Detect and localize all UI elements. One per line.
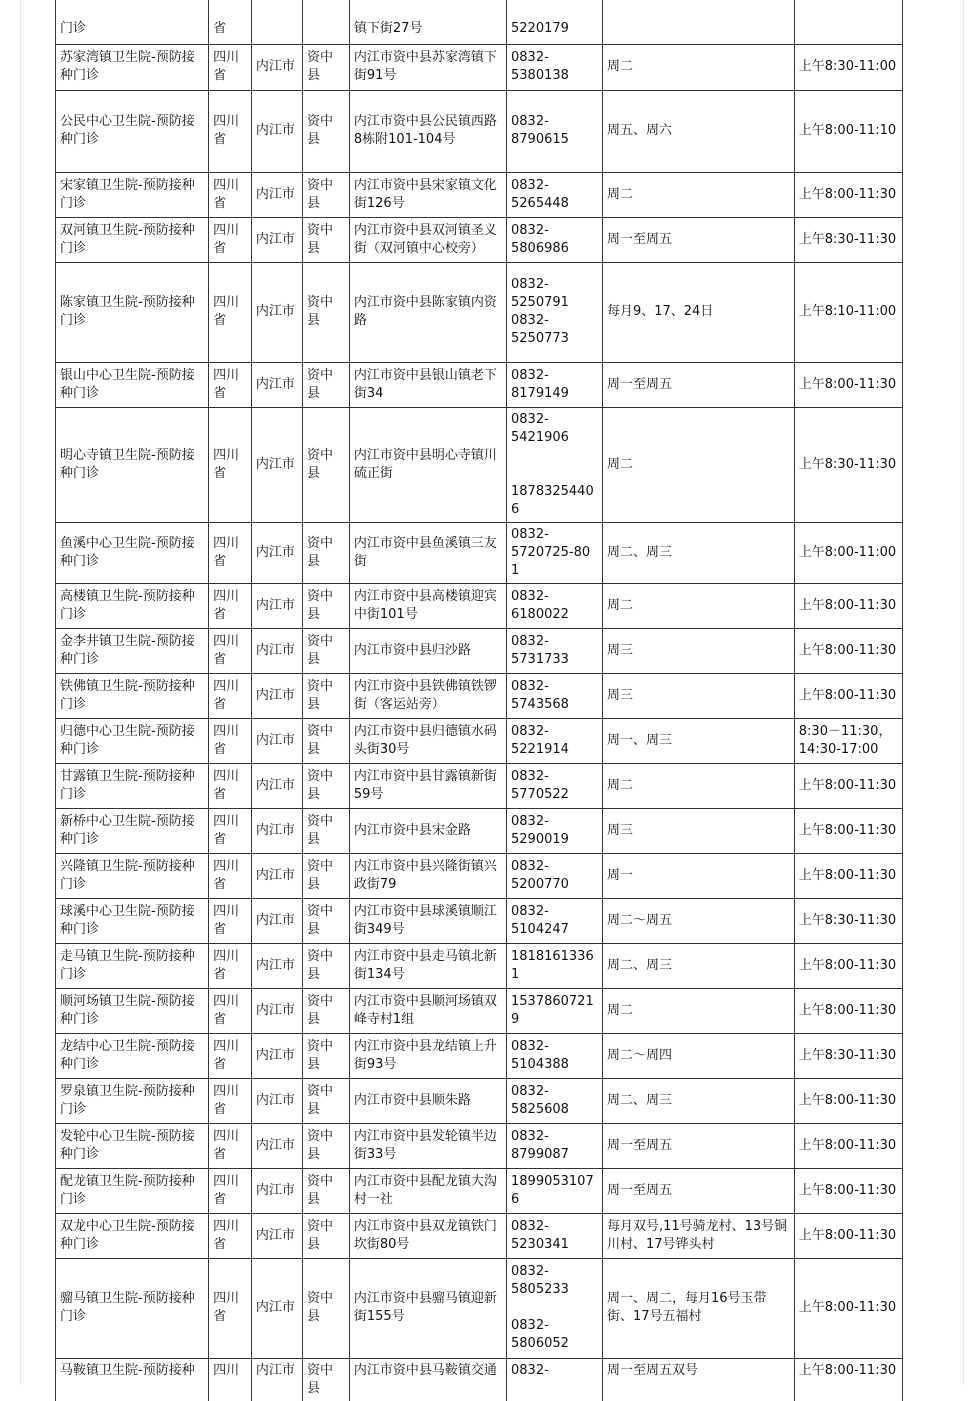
cell-province: 四川省 [209,362,252,407]
cell-name: 走马镇卫生院-预防接种门诊 [56,943,209,988]
cell-phone: 0832- 5825608 [507,1078,603,1123]
cell-city: 内江市 [251,407,302,522]
cell-county: 资中县 [302,1213,349,1258]
cell-city: 内江市 [251,583,302,628]
cell-city: 内江市 [251,1078,302,1123]
cell-province: 四川省 [209,583,252,628]
cell-county: 资中县 [302,1358,349,1401]
cell-county: 资中县 [302,362,349,407]
cell-province: 四川省 [209,1213,252,1258]
cell-hours: 上午8:00-11:30 [794,1123,902,1168]
cell-hours: 上午8:00-11:30 [794,172,902,217]
cell-province: 四川省 [209,1123,252,1168]
cell-name: 马鞍镇卫生院-预防接种 [56,1358,209,1401]
cell-phone: 0832- 5221914 [507,718,603,763]
cell-address: 内江市资中县银山镇老下街34 [349,362,506,407]
cell-name: 甘露镇卫生院-预防接种门诊 [56,763,209,808]
cell-hours: 上午8:00-11:30 [794,1168,902,1213]
cell-hours: 上午8:00-11:30 [794,808,902,853]
cell-hours: 上午8:30-11:30 [794,1033,902,1078]
cell-city: 内江市 [251,1213,302,1258]
cell-province: 四川省 [209,217,252,262]
cell-city: 内江市 [251,1168,302,1213]
cell-hours: 上午8:00-11:30 [794,673,902,718]
cell-address: 内江市资中县宋家镇文化街126号 [349,172,506,217]
cell-days: 周一至周五 [602,362,794,407]
cell-county: 资中县 [302,673,349,718]
cell-phone: 0832- 5770522 [507,763,603,808]
cell-hours: 上午8:00-11:30 [794,1078,902,1123]
cell-phone: 0832- 5250791 0832- 5250773 [507,262,603,362]
cell-days: 周一、周二，每月16号玉带街、17号五福村 [602,1258,794,1358]
cell-county: 资中县 [302,808,349,853]
cell-address: 内江市资中县高楼镇迎宾中街101号 [349,583,506,628]
cell-address: 内江市资中县陈家镇内资路 [349,262,506,362]
table-row [56,988,903,1033]
cell-days: 周五、周六 [602,90,794,172]
table-row [56,90,903,172]
cell-city: 内江市 [251,1358,302,1401]
cell-days [602,0,794,44]
cell-province: 四川省 [209,262,252,362]
cell-days: 周一、周三 [602,718,794,763]
cell-address: 内江市资中县马鞍镇交通 [349,1358,506,1401]
cell-days: 周三 [602,628,794,673]
cell-name: 明心寺镇卫生院-预防接种门诊 [56,407,209,522]
cell-province: 四川省 [209,90,252,172]
cell-hours: 上午8:00-11:30 [794,1258,902,1358]
cell-phone: 0832- 5743568 [507,673,603,718]
table-row [56,522,903,583]
cell-city: 内江市 [251,522,302,583]
cell-province: 四川省 [209,763,252,808]
cell-name: 铁佛镇卫生院-预防接种门诊 [56,673,209,718]
cell-phone: 0832- 5731733 [507,628,603,673]
cell-name: 银山中心卫生院-预防接种门诊 [56,362,209,407]
cell-hours: 上午8:00-11:30 [794,853,902,898]
cell-address: 内江市资中县甘露镇新街59号 [349,763,506,808]
cell-province: 四川省 [209,1033,252,1078]
cell-days: 周二、周三 [602,1078,794,1123]
cell-address: 内江市资中县宋金路 [349,808,506,853]
cell-county: 资中县 [302,1033,349,1078]
cell-province: 四川省 [209,808,252,853]
table-row [56,262,903,362]
cell-county: 资中县 [302,583,349,628]
table-row [56,44,903,90]
cell-city: 内江市 [251,988,302,1033]
cell-address: 内江市资中县发轮镇半边街33号 [349,1123,506,1168]
cell-address: 内江市资中县公民镇西路8栋附101-104号 [349,90,506,172]
cell-county: 资中县 [302,718,349,763]
cell-phone: 0832- 5200770 [507,853,603,898]
cell-phone: 0832- 8799087 [507,1123,603,1168]
cell-hours: 上午8:10-11:00 [794,262,902,362]
cell-hours: 上午8:30-11:30 [794,898,902,943]
cell-city [251,0,302,44]
cell-name: 高楼镇卫生院-预防接种门诊 [56,583,209,628]
cell-phone: 0832- 5806986 [507,217,603,262]
cell-phone: 5220179 [507,0,603,44]
cell-days: 周二、周三 [602,943,794,988]
cell-days: 周三 [602,673,794,718]
cell-phone: 0832- 5104388 [507,1033,603,1078]
table-row-partial-top [56,0,903,44]
table-row [56,217,903,262]
cell-hours [794,0,902,44]
cell-address: 内江市资中县归沙路 [349,628,506,673]
cell-city: 内江市 [251,673,302,718]
cell-address: 内江市资中县明心寺镇川硫正街 [349,407,506,522]
cell-province: 四川省 [209,1168,252,1213]
cell-city: 内江市 [251,1123,302,1168]
table-row [56,808,903,853]
table-row [56,1213,903,1258]
cell-hours: 上午8:30-11:00 [794,44,902,90]
cell-phone: 0832- 5290019 [507,808,603,853]
cell-address: 内江市资中县骝马镇迎新街155号 [349,1258,506,1358]
table-row [56,362,903,407]
cell-address: 内江市资中县球溪镇顺江街349号 [349,898,506,943]
cell-hours: 上午8:00-11:30 [794,988,902,1033]
cell-hours: 上午8:00-11:30 [794,1213,902,1258]
cell-province: 四川省 [209,943,252,988]
table-row [56,943,903,988]
cell-hours: 上午8:00-11:30 [794,763,902,808]
cell-name: 骝马镇卫生院-预防接种门诊 [56,1258,209,1358]
cell-address: 内江市资中县顺朱路 [349,1078,506,1123]
cell-phone: 15378607219 [507,988,603,1033]
cell-phone: 0832- 5380138 [507,44,603,90]
cell-days: 周一 [602,853,794,898]
cell-county: 资中县 [302,1168,349,1213]
cell-city: 内江市 [251,172,302,217]
cell-province: 四川省 [209,1078,252,1123]
cell-name: 配龙镇卫生院-预防接种门诊 [56,1168,209,1213]
cell-county: 资中县 [302,522,349,583]
cell-city: 内江市 [251,763,302,808]
cell-name: 苏家湾镇卫生院-预防接种门诊 [56,44,209,90]
table-row [56,1258,903,1358]
cell-phone: 18181613361 [507,943,603,988]
cell-days: 周一至周五 [602,217,794,262]
table-row [56,583,903,628]
cell-city: 内江市 [251,1258,302,1358]
cell-name: 门诊 [56,0,209,44]
cell-hours: 上午8:00-11:30 [794,583,902,628]
cell-city: 内江市 [251,808,302,853]
cell-address: 内江市资中县归德镇水码头街30号 [349,718,506,763]
cell-days: 周一至周五 [602,1123,794,1168]
cell-phone: 0832- 8179149 [507,362,603,407]
cell-hours: 上午8:00-11:30 [794,628,902,673]
cell-name: 宋家镇卫生院-预防接种门诊 [56,172,209,217]
cell-name: 公民中心卫生院-预防接种门诊 [56,90,209,172]
cell-city: 内江市 [251,362,302,407]
table-row-partial-bottom [56,1358,903,1401]
cell-hours: 8:30－11:30，14:30-17:00 [794,718,902,763]
cell-name: 顺河场镇卫生院-预防接种门诊 [56,988,209,1033]
table-row [56,628,903,673]
cell-county: 资中县 [302,90,349,172]
cell-address: 内江市资中县双河镇圣义街（双河镇中心校旁） [349,217,506,262]
cell-county: 资中县 [302,1078,349,1123]
cell-hours: 上午8:00-11:30 [794,943,902,988]
cell-phone: 0832- 6180022 [507,583,603,628]
cell-hours: 上午8:30-11:30 [794,407,902,522]
cell-address: 内江市资中县铁佛镇铁锣街（客运站旁） [349,673,506,718]
cell-name: 金李井镇卫生院-预防接种门诊 [56,628,209,673]
cell-days: 周二 [602,44,794,90]
cell-county: 资中县 [302,898,349,943]
cell-days: 每月9、17、24日 [602,262,794,362]
cell-province: 省 [209,0,252,44]
cell-address: 内江市资中县苏家湾镇下街91号 [349,44,506,90]
table-row [56,898,903,943]
cell-name: 双河镇卫生院-预防接种门诊 [56,217,209,262]
cell-city: 内江市 [251,90,302,172]
cell-name: 陈家镇卫生院-预防接种门诊 [56,262,209,362]
cell-address: 内江市资中县顺河场镇双峰寺村1组 [349,988,506,1033]
cell-days: 周二 [602,407,794,522]
cell-address: 内江市资中县鱼溪镇三友街 [349,522,506,583]
cell-days: 周二 [602,988,794,1033]
cell-county: 资中县 [302,1258,349,1358]
cell-name: 龙结中心卫生院-预防接种门诊 [56,1033,209,1078]
cell-days: 周一至周五 [602,1168,794,1213]
cell-address: 内江市资中县双龙镇铁门坎街80号 [349,1213,506,1258]
cell-address: 内江市资中县配龙镇大沟村一社 [349,1168,506,1213]
cell-phone: 18990531076 [507,1168,603,1213]
cell-hours: 上午8:00-11:00 [794,522,902,583]
cell-county: 资中县 [302,853,349,898]
cell-county: 资中县 [302,262,349,362]
cell-hours: 上午8:30-11:30 [794,217,902,262]
cell-days: 周二 [602,583,794,628]
cell-county: 资中县 [302,217,349,262]
table-row [56,407,903,522]
cell-name: 发轮中心卫生院-预防接种门诊 [56,1123,209,1168]
cell-city: 内江市 [251,44,302,90]
cell-name: 归德中心卫生院-预防接种门诊 [56,718,209,763]
cell-days: 周一至周五双号 [602,1358,794,1401]
cell-address: 内江市资中县走马镇北新街134号 [349,943,506,988]
cell-phone: 0832- [507,1358,603,1401]
cell-province: 四川省 [209,522,252,583]
cell-days: 周三 [602,808,794,853]
cell-name: 新桥中心卫生院-预防接种门诊 [56,808,209,853]
cell-province: 四川省 [209,718,252,763]
cell-province: 四川省 [209,628,252,673]
cell-address: 镇下街27号 [349,0,506,44]
cell-phone: 0832- 5265448 [507,172,603,217]
cell-phone: 0832- 5421906 18783254406 [507,407,603,522]
cell-city: 内江市 [251,217,302,262]
cell-county: 资中县 [302,1123,349,1168]
cell-province: 四川省 [209,407,252,522]
cell-phone: 0832- 5805233 0832- 5806052 [507,1258,603,1358]
cell-province: 四川 [209,1358,252,1401]
cell-days: 周二、周三 [602,522,794,583]
cell-days: 每月双号,11号骑龙村、13号铜川村、17号铧头村 [602,1213,794,1258]
cell-days: 周二～周五 [602,898,794,943]
table-row [56,1033,903,1078]
cell-county: 资中县 [302,988,349,1033]
table-row [56,853,903,898]
cell-name: 双龙中心卫生院-预防接种门诊 [56,1213,209,1258]
vaccination-clinic-table [55,0,903,1401]
cell-address: 内江市资中县兴隆街镇兴政街79 [349,853,506,898]
cell-county: 资中县 [302,628,349,673]
table-row [56,1123,903,1168]
cell-name: 球溪中心卫生院-预防接种门诊 [56,898,209,943]
cell-hours: 上午8:00-11:10 [794,90,902,172]
cell-province: 四川省 [209,1258,252,1358]
cell-city: 内江市 [251,718,302,763]
cell-days: 周二～周四 [602,1033,794,1078]
table-row [56,1078,903,1123]
cell-hours: 上午8:00-11:30 [794,1358,902,1401]
page-left-edge [20,0,21,1385]
table-row [56,763,903,808]
table-body [56,0,903,1401]
cell-city: 内江市 [251,943,302,988]
cell-phone: 0832- 5104247 [507,898,603,943]
table-row [56,172,903,217]
cell-county: 资中县 [302,44,349,90]
cell-days: 周二 [602,172,794,217]
cell-hours: 上午8:00-11:30 [794,362,902,407]
cell-province: 四川省 [209,853,252,898]
table-row [56,718,903,763]
cell-county: 资中县 [302,763,349,808]
table-row [56,1168,903,1213]
cell-phone: 0832- 5230341 [507,1213,603,1258]
cell-name: 兴隆镇卫生院-预防接种门诊 [56,853,209,898]
page-right-edge [963,0,964,1385]
cell-name: 罗泉镇卫生院-预防接种门诊 [56,1078,209,1123]
cell-phone: 0832- 8790615 [507,90,603,172]
cell-province: 四川省 [209,172,252,217]
cell-county: 资中县 [302,407,349,522]
cell-province: 四川省 [209,898,252,943]
cell-county [302,0,349,44]
cell-county: 资中县 [302,943,349,988]
cell-city: 内江市 [251,262,302,362]
cell-name: 鱼溪中心卫生院-预防接种门诊 [56,522,209,583]
cell-city: 内江市 [251,1033,302,1078]
cell-city: 内江市 [251,628,302,673]
cell-province: 四川省 [209,673,252,718]
cell-city: 内江市 [251,898,302,943]
cell-days: 周二 [602,763,794,808]
cell-province: 四川省 [209,44,252,90]
cell-city: 内江市 [251,853,302,898]
cell-phone: 0832- 5720725-801 [507,522,603,583]
cell-county: 资中县 [302,172,349,217]
cell-address: 内江市资中县龙结镇上升街93号 [349,1033,506,1078]
table-row [56,673,903,718]
cell-province: 四川省 [209,988,252,1033]
